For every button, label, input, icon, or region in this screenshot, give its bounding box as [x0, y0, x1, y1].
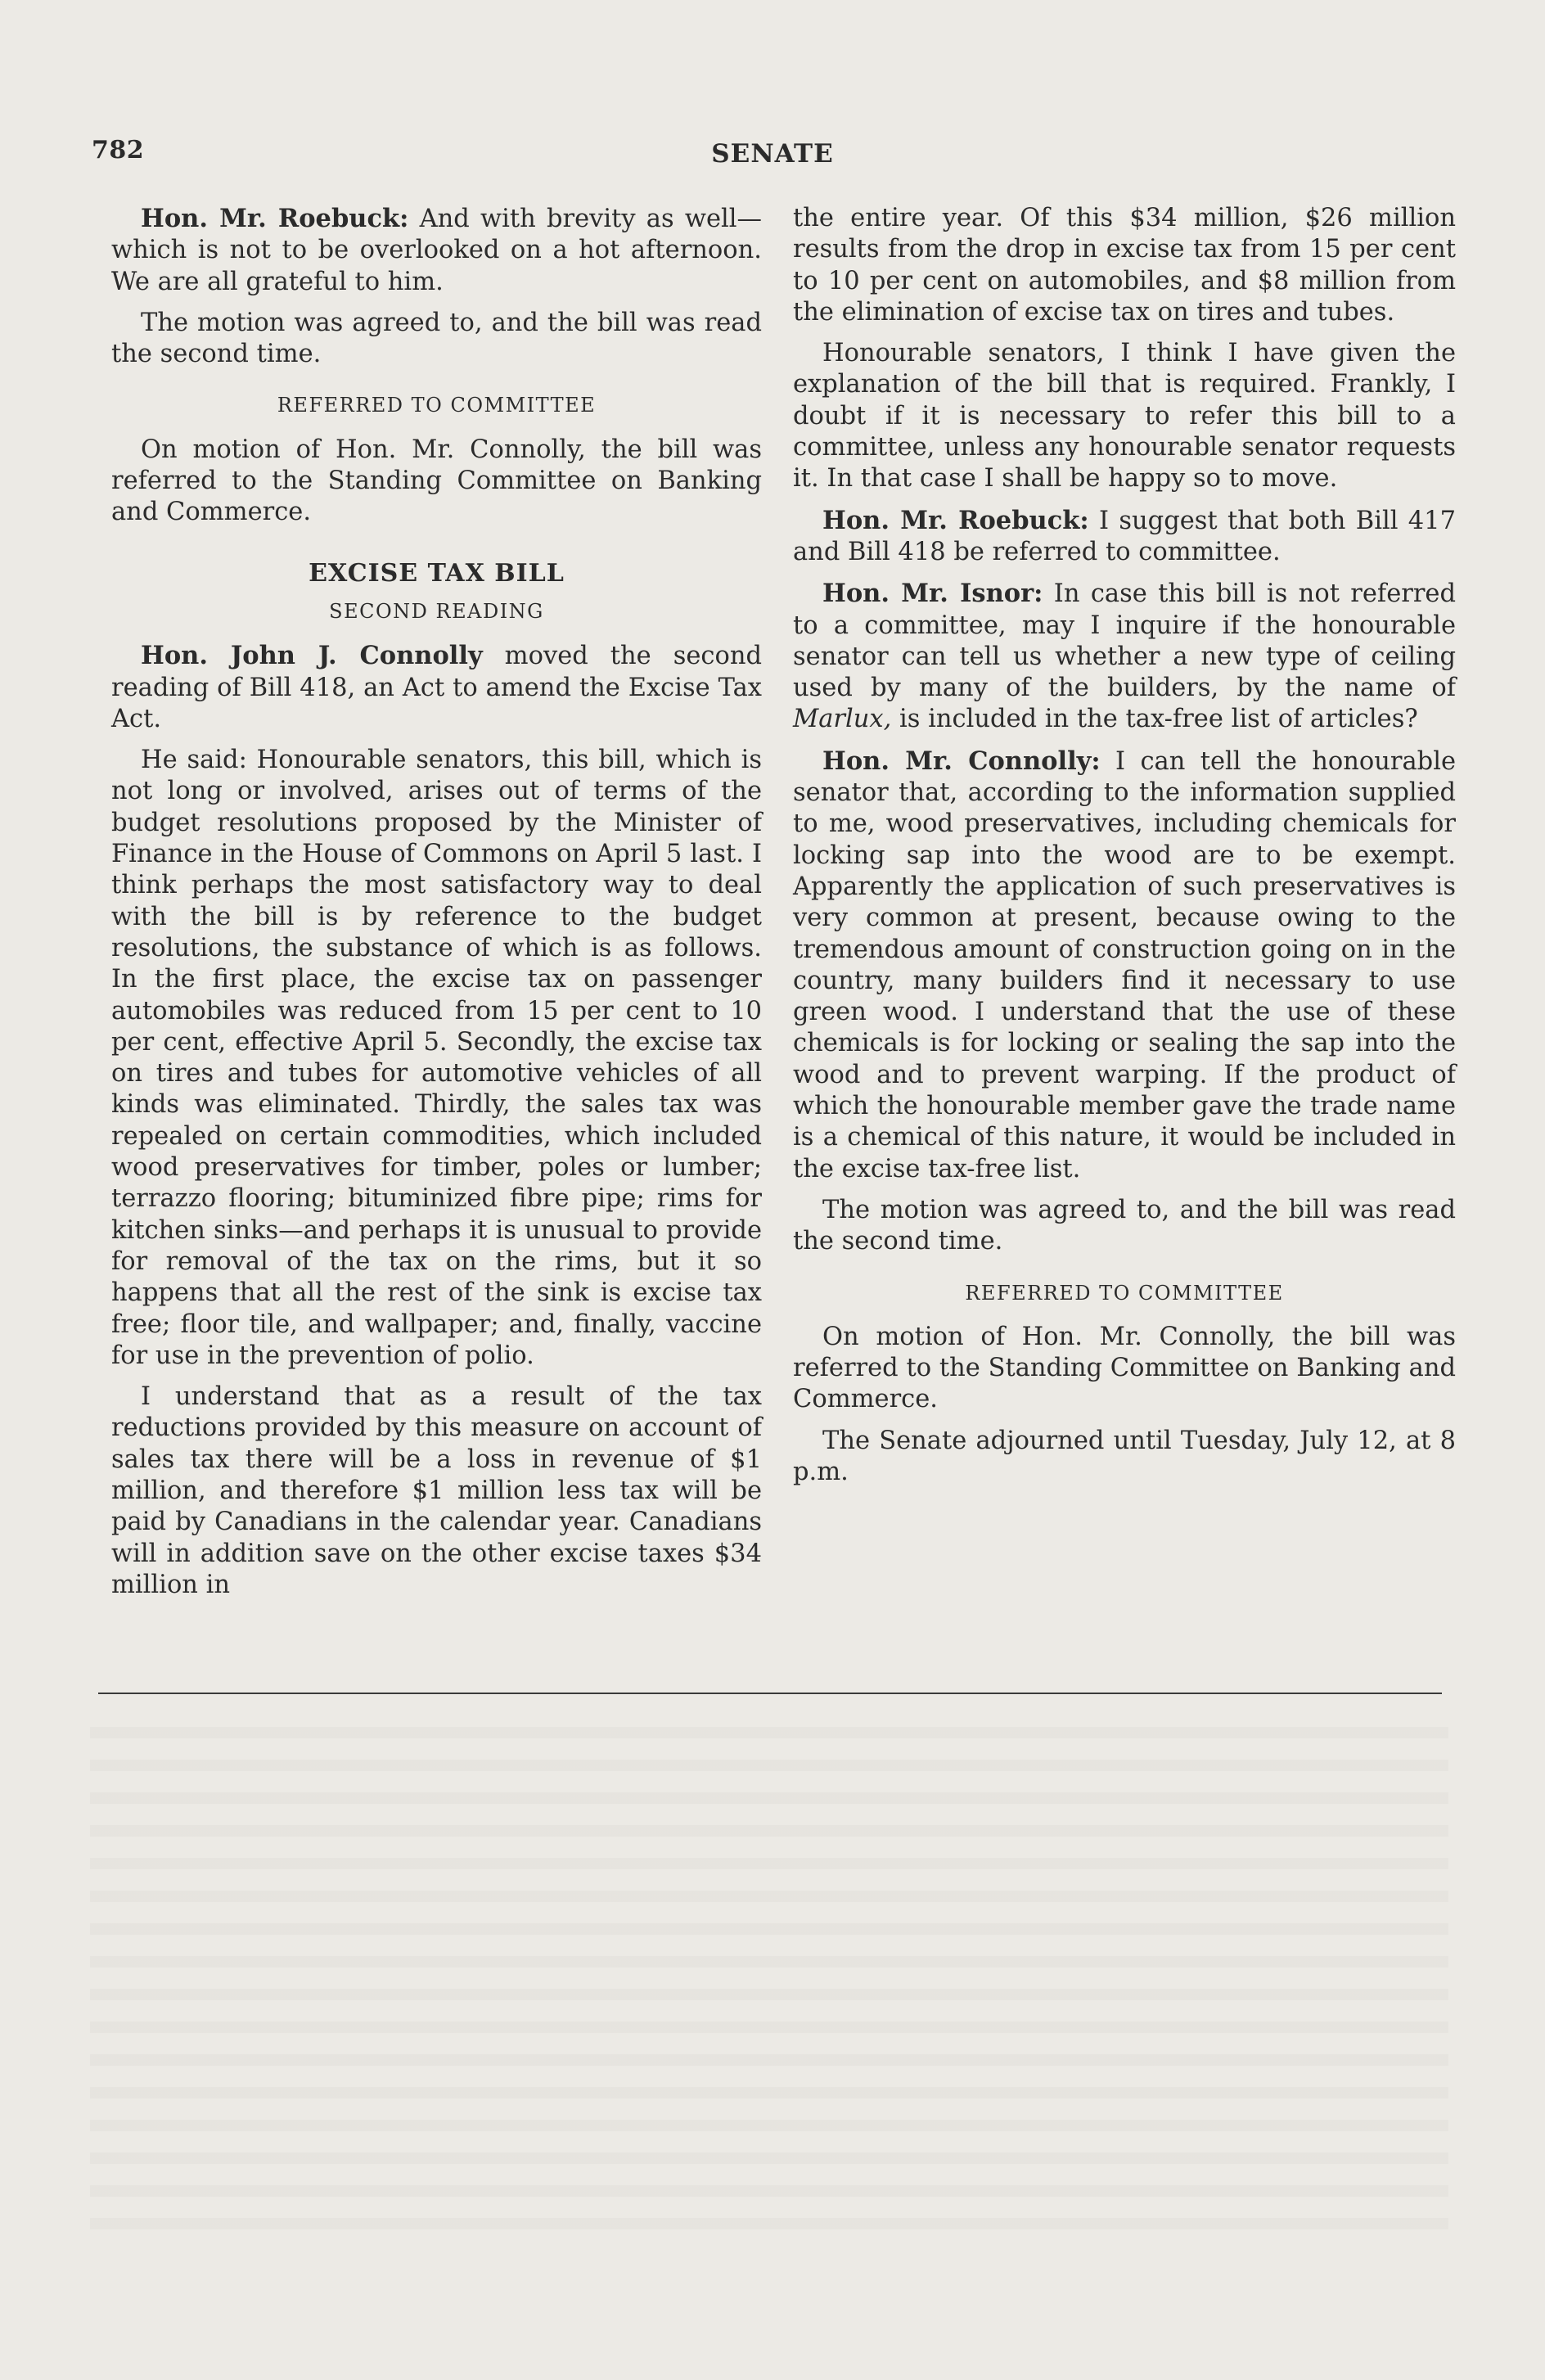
- section-heading: EXCISE TAX BILL: [309, 558, 565, 588]
- speech-text: I can tell the honourable senator that, according to the information supplied to me, wood preservatives, including chemicals for locking sap into the wood are to be exempt. Apparently the application of such preservatives is very common at present, because owing to the tremendous amount of construction going on in the country, many builders find it necessary to use green wood. I understand that the use of these chemicals is for locking or sealing the sap into the wood and to prevent warping. If the product of which the honourable member gave the trade name is a chemical of this nature, it would be included in the excise tax-free list.: [793, 746, 1456, 1183]
- subheading: REFERRED TO COMMITTEE: [965, 1281, 1284, 1305]
- speaker-name: Hon. Mr. Roebuck:: [141, 204, 409, 233]
- trade-name: Marlux,: [793, 705, 892, 734]
- paragraph: Honourable senators, I think I have given the explanation of the bill that is required. Frankly, I doubt if it is necessary to refer this bill to a committee, unless any honourable senator requests it. In that case I shall be happy so to move.: [793, 339, 1456, 494]
- subheading: SECOND READING: [329, 599, 544, 623]
- end-rule: [98, 1693, 1442, 1694]
- paragraph: On motion of Hon. Mr. Connolly, the bill was referred to the Standing Committee on Banking and Commerce.: [111, 435, 762, 527]
- paragraph: The motion was agreed to, and the bill was read the second time.: [111, 308, 762, 369]
- paragraph: the entire year. Of this $34 million, $26 million results from the drop in excise tax from 15 per cent to 10 per cent on automobiles, and $8 million from the elimination of excise tax on tires and tubes.: [793, 204, 1456, 327]
- paragraph: The Senate adjourned until Tuesday, July 12, at 8 p.m.: [793, 1426, 1456, 1486]
- right-column: [793, 203, 1456, 1498]
- paragraph: [793, 505, 1456, 569]
- paragraph: The motion was agreed to, and the bill was read the second time.: [793, 1195, 1456, 1256]
- speaker-name: Hon. Mr. Isnor:: [822, 579, 1043, 609]
- paragraph: He said: Honourable senators, this bill, which is not long or involved, arises out of terms of the budget resolutions proposed by the Minister of Finance in the House of Commons on April 5 last. I think perhaps the most satisfactory way to deal with the bill is by reference to the budget resolutions, the substance of which is as follows. In the first place, the excise tax on passenger automobiles was reduced from 15 per cent to 10 per cent, effective April 5. Secondly, the excise tax on tires and tubes for automotive vehicles of all kinds was eliminated. Thirdly, the sales tax was repealed on certain commodities, which included wood preservatives for timber, poles or lumber; terrazzo flooring; bituminized fibre pipe; rims for kitchen sinks—and perhaps it is unusual to provide for removal of the tax on the rims, but it so happens that all the rest of the sink is excise tax free; floor tile, and wallpaper; and, finally, vaccine for use in the prevention of polio.: [111, 746, 762, 1370]
- speaker-name: Hon. John J. Connolly: [141, 641, 483, 671]
- paragraph: [111, 203, 762, 298]
- paragraph: I understand that as a result of the tax reductions provided by this measure on account of sales tax there will be a loss in revenue of $1 million, and therefore $1 million less tax will be paid by Canadians in the calendar year. Canadians will in addition save on the other excise taxes $34 million in: [111, 1382, 762, 1599]
- paragraph: [793, 746, 1456, 1185]
- show-through-texture: [90, 1727, 1448, 2251]
- speech-text: And with brevity as well—which is not to be overlooked on a hot afternoon. We are all grateful to him.: [111, 205, 763, 296]
- speech-text: In case this bill is not referred to a committee, may I inquire if the honourable senator can tell us whether a new type of ceiling used by many of the builders, by the name of: [793, 579, 1456, 703]
- running-head: SENATE: [711, 139, 834, 169]
- left-column: [111, 203, 762, 1611]
- speaker-name: Hon. Mr. Roebuck:: [822, 505, 1089, 535]
- speaker-name: Hon. Mr. Connolly:: [822, 746, 1101, 776]
- page-number: 782: [92, 136, 145, 165]
- speech-text: moved the second reading of Bill 418, an Act to amend the Excise Tax Act.: [111, 642, 763, 733]
- subheading: REFERRED TO COMMITTEE: [277, 394, 597, 417]
- paragraph: On motion of Hon. Mr. Connolly, the bill was referred to the Standing Committee on Banking and Commerce.: [793, 1322, 1456, 1414]
- paragraph: [111, 640, 762, 735]
- speech-text: is included in the tax-free list of articles?: [891, 705, 1418, 734]
- speech-text: I suggest that both Bill 417 and Bill 418 be referred to committee.: [793, 506, 1456, 566]
- paragraph: [793, 578, 1456, 735]
